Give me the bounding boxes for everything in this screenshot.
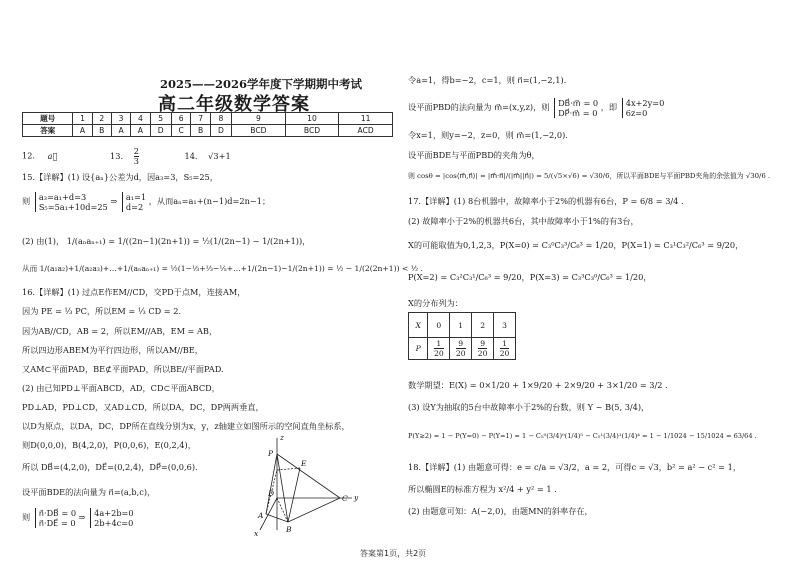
system-normal-conditions [554, 98, 598, 118]
edge-pc [277, 454, 340, 498]
system-connector: ，即 [600, 102, 618, 112]
answer-cell: ACD [339, 125, 393, 137]
q16-line-2: 因为 PE = ⅓ PC，所以EM = ⅓ CD = 2. [22, 306, 182, 316]
q17-line-5: X的分布列为： [408, 298, 463, 308]
pyramid-figure [250, 430, 370, 540]
r-system [408, 98, 664, 118]
system-given [35, 192, 108, 212]
question-number: 6 [171, 113, 191, 125]
label-c: C [342, 494, 348, 503]
x-value: 2 [472, 313, 494, 338]
q16-line-6: (2) 由已知PD⊥平面ABCD，AD，CD⊂平面ABCD， [22, 383, 220, 393]
q12-answer: a⃗ [47, 150, 58, 161]
question-number: 1 [73, 113, 92, 125]
equation: d=2 [125, 202, 144, 212]
q18-line-2: 所以椭圆E的标准方程为 x²/4 + y² = 1 . [408, 484, 557, 494]
edge-pa [266, 454, 277, 514]
answer-cell: A [111, 125, 130, 137]
answer-cell: BCD [232, 125, 286, 137]
x-value: 0 [428, 313, 450, 338]
label-p: P [268, 449, 274, 458]
p-label: P [409, 338, 428, 360]
q16-line-9: 则D(0,0,0)，B(4,2,0)，P(0,0,6)，E(0,2,4)， [22, 440, 196, 450]
q17-line-4: P(X=2) = C₃²C₃¹/C₆³ = 9/20，P(X=3) = C₃³C₃⁰/C₆³ = 1/20， [408, 272, 652, 282]
r-line-1: 令a=1，得b=−2，c=1，则 n⃗=(1,−2,1). [408, 75, 567, 85]
part2-expression: 1/(aₙaₙ₊₁) = 1/((2n−1)(2n+1)) = ½(1/(2n−1) − 1/(2n+1))， [66, 236, 311, 246]
exam-title: 2025——2026学年度下学期期中考试 [160, 77, 363, 91]
q17-line-2: (2) 故障率小于2%的机器共6台，其中故障率小于1%的有3台， [408, 216, 639, 226]
q16-line-1: 16.【详解】(1) 过点E作EM//CD，交PD于点M，连接AM， [22, 287, 246, 297]
system-solution [122, 192, 146, 212]
q13-numerator: 2 [133, 146, 139, 156]
q16-line-5: 又AM⊂平面PAD，BE⊄平面PAD，所以BE//平面PAD. [22, 364, 224, 374]
question-number: 8 [210, 113, 231, 125]
equation: 2b+4c=0 [94, 518, 134, 528]
q18-line-1: 18.【详解】(1) 由题意可得：e = c/a = √3/2，a = 2，可得c = √3，b² = a² − c² = 1， [408, 462, 742, 472]
equation: a₃=a₁+d=3 [38, 192, 87, 202]
edge-be [288, 468, 300, 522]
question-number: 7 [191, 113, 210, 125]
question-number: 5 [150, 113, 171, 125]
r-line-5: 则 cosθ = |cos⟨m⃗,n⃗⟩| = |m⃗·n⃗|/(|m⃗||n⃗|) = 5/(√5×√6) = √30/6，所以平面BDE与平面PBD夹角的余弦值为 √30/6 . [408, 172, 771, 180]
table-row [23, 125, 393, 137]
x-value: 1 [450, 313, 472, 338]
p-value [472, 338, 494, 360]
label-x: x [254, 529, 259, 538]
system-normal-equations [90, 508, 133, 528]
q14-number: 14. [184, 150, 198, 161]
system-normal-conditions [35, 508, 76, 528]
q17-line-1: 17.【详解】(1) 8台机器中，故障率小于2%的机器有6台，P = 6/8 = 3/4 . [408, 196, 684, 206]
q12-number: 12. [22, 150, 36, 161]
answer-cell: BCD [285, 125, 339, 137]
q16-line-8: 以D为原点，以DA，DC，DP所在直线分别为x，y，z轴建立如图所示的空间直角坐标系， [22, 421, 350, 431]
label-z: z [280, 433, 284, 442]
q14-answer: √3+1 [208, 150, 231, 161]
table-row [23, 113, 393, 125]
system-prefix: 则 [22, 512, 31, 522]
q15-sum: 从而 1/(a₁a₂)+1/(a₂a₃)+…+1/(aₙaₙ₊₁) = ½(1−⅓+⅓−⅕+…+1/(2n−1)−1/(2n+1)) = ½ − 1/(2(2n+1)) < ½ . [22, 264, 423, 273]
q15-part2 [22, 236, 310, 246]
edge-em [277, 468, 300, 470]
question-number: 9 [232, 113, 286, 125]
equation: DP⃗·m⃗ = 0 [558, 108, 598, 118]
denominator: 20 [434, 349, 444, 358]
equation: S₅=5a₁+10d=25 [38, 202, 108, 212]
q13-number: 13. [110, 150, 124, 161]
system-normal-equations [622, 98, 665, 118]
equation: a₁=1 [125, 192, 147, 202]
p-value [494, 338, 516, 360]
q17-binomial: P(Y≥2) = 1 − P(Y=0) − P(Y=1) = 1 − C₅⁰(3/4)⁰(1/4)⁵ − C₅¹(3/4)¹(1/4)⁴ = 1 − 1/1024 − 15/1024 = 63/64 . [408, 432, 757, 440]
numerator: 1 [436, 339, 442, 348]
question-number: 10 [285, 113, 339, 125]
equation: 4a+2b=0 [94, 508, 134, 518]
edge-bc [288, 498, 340, 522]
label-y: y [354, 493, 359, 502]
implies-symbol: ⇒ [78, 512, 86, 522]
answer-table [22, 112, 393, 137]
row-label: 答案 [23, 125, 73, 137]
answer-cell: A [73, 125, 92, 137]
answer-cell: D [210, 125, 231, 137]
page-footer: 答案第1页，共2页 [360, 549, 427, 558]
x-value: 3 [494, 313, 516, 338]
table-row [409, 313, 516, 338]
table-row [409, 338, 516, 360]
label-b: B [286, 525, 292, 534]
general-term: ，从而aₙ=a₁+(n−1)d=2n−1； [148, 196, 271, 206]
label-a: A [258, 511, 264, 520]
part2-label: (2) 由(1)， [22, 236, 65, 246]
q17-part3: (3) 设Y为抽取的5台中故障率小于2%的台数，则 Y ~ B(5, 3/4)， [408, 402, 650, 412]
system-prefix: 则 [22, 196, 31, 206]
q15-system [22, 192, 270, 212]
answer-cell: A [131, 125, 150, 137]
equation: n⃗·DB⃗ = 0 [38, 508, 77, 518]
edge-pb [277, 454, 288, 522]
q13-denominator: 3 [133, 156, 139, 166]
q18-line-3: (2) 由题意可知：A(−2,0)，由题MN的斜率存在， [408, 506, 593, 516]
question-number: 3 [111, 113, 130, 125]
system-prefix: 设平面PBD的法向量为 m⃗=(x,y,z)，则 [408, 102, 550, 112]
equation: n⃗·DE⃗ = 0 [38, 518, 76, 528]
equation: 4x+2y=0 [625, 98, 665, 108]
equation: DB⃗·m⃗ = 0 [558, 98, 599, 108]
q16-line-4: 所以四边形ABEM为平行四边形，所以AM//BE， [22, 345, 203, 355]
answer-cell: D [150, 125, 171, 137]
q17-expectation: 数学期望：E(X) = 0×1/20 + 1×9/20 + 2×9/20 + 3×1/20 = 3/2 . [408, 380, 668, 390]
fill-answers [22, 147, 231, 166]
answer-cell: B [191, 125, 210, 137]
label-d: D [268, 489, 275, 498]
numerator: 9 [480, 339, 486, 348]
numerator: 9 [458, 339, 464, 348]
denominator: 20 [455, 349, 466, 358]
denominator: 20 [499, 349, 510, 358]
implies-symbol: ⇒ [110, 196, 118, 206]
row-label: 题号 [23, 113, 73, 125]
denominator: 20 [477, 349, 488, 358]
doc-title: 高二年级数学答案 [158, 94, 310, 115]
numerator: 1 [502, 339, 507, 348]
x-label: X [409, 313, 428, 338]
distribution-table [408, 312, 516, 360]
answer-cell: C [171, 125, 191, 137]
p-value [450, 338, 472, 360]
question-number: 4 [131, 113, 150, 125]
label-e: E [301, 459, 307, 468]
r-line-4: 设平面BDE与平面PBD的夹角为θ， [408, 150, 540, 160]
equation: 6z=0 [625, 108, 648, 118]
q13-answer [134, 147, 139, 166]
q16-system [22, 508, 134, 528]
question-number: 2 [92, 113, 111, 125]
question-number: 11 [339, 113, 393, 125]
q15-line-1: 15.【详解】(1) 设{aₙ}公差为d，因a₃=3，S₅=25， [22, 172, 218, 182]
q17-line-3: X的可能取值为0,1,2,3，P(X=0) = C₃⁰C₃³/C₆³ = 1/20，P(X=1) = C₃¹C₃²/C₆³ = 9/20， [408, 240, 744, 250]
r-line-3: 令x=1，则y=−2，z=0，则 m⃗=(1,−2,0). [408, 130, 568, 140]
answer-cell: B [92, 125, 111, 137]
p-value [428, 338, 450, 360]
q16-line-10: 所以 DB⃗=(4,2,0)，DE⃗=(0,2,4)，DP⃗=(0,0,6). [22, 462, 198, 472]
q16-line-11: 设平面BDE的法向量为 n⃗=(a,b,c)， [22, 487, 156, 497]
q16-line-7: PD⊥AD，PD⊥CD，又AD⊥CD，所以DA，DC，DP两两垂直， [22, 402, 264, 412]
q16-line-3: 因为AB//CD，AB = 2，所以EM//AB，EM = AB， [22, 326, 218, 336]
